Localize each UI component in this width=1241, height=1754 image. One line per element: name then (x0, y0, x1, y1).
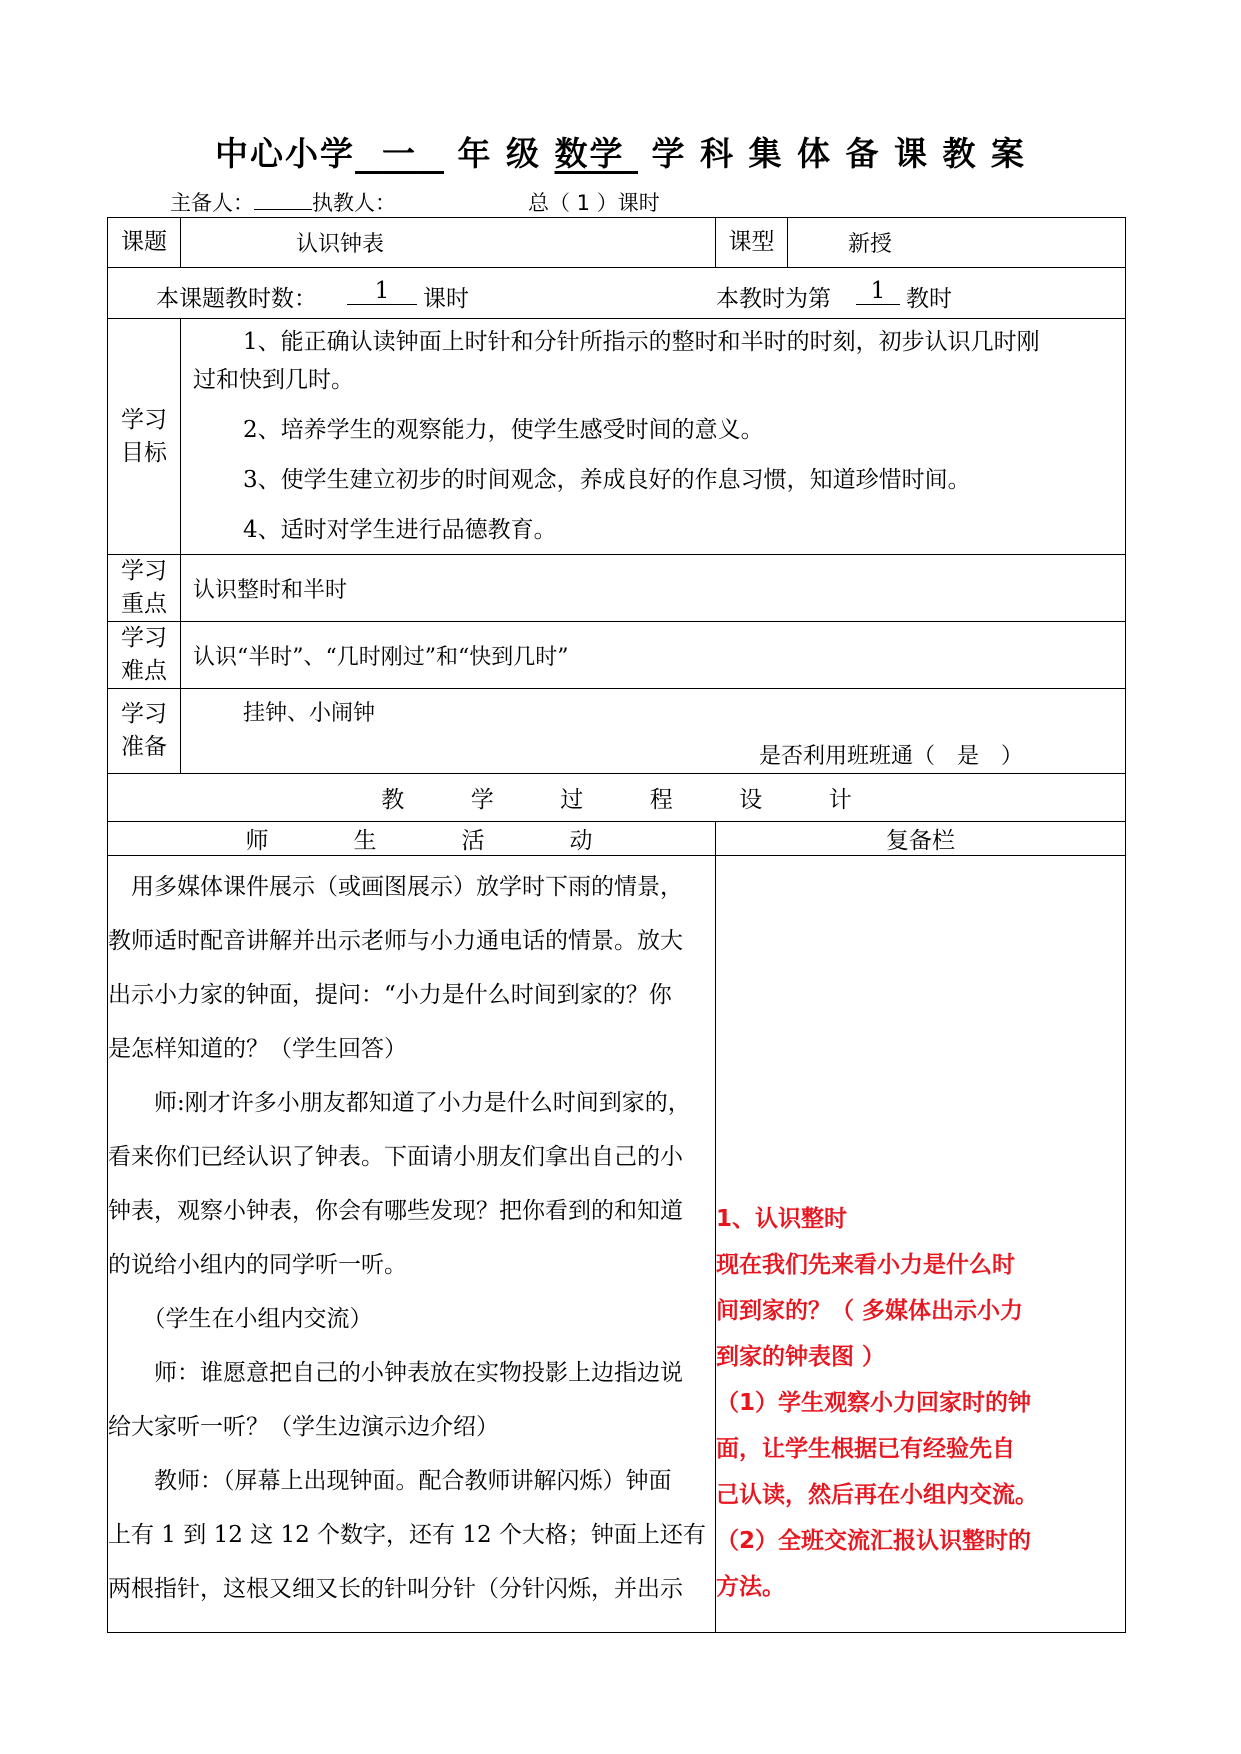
note-line: 1、认识整时 (716, 1206, 848, 1232)
banbantong-text: 是否利用班班通（ 是 ） (759, 744, 1024, 769)
preparer-line (170, 187, 396, 217)
note-line: 到家的钟表图 ） (716, 1344, 886, 1370)
note-line: 间到家的？（ 多媒体出示小力 (716, 1298, 1024, 1324)
goal-item: 2、培养学生的观察能力，使学生感受时间的意义。 (243, 417, 764, 443)
activity-line: 是怎样知道的？（学生回答） (108, 1036, 407, 1062)
hours-value: 1 (347, 278, 417, 305)
design-heading: 教 学 过 程 设 计 (108, 774, 1126, 822)
total-hours: 总（ 1 ）课时 (528, 191, 660, 215)
topic-value: 认识钟表 (181, 218, 716, 268)
lesson-plan-table (107, 217, 1126, 1633)
focus-label: 学习 重点 (108, 555, 181, 622)
activity-line: 教师适时配音讲解并出示老师与小力通电话的情景。放大 (108, 928, 683, 954)
school-name: 中心小学 (215, 134, 356, 173)
goals-list (181, 319, 1126, 555)
goal-item: 1、能正确认读钟面上时针和分针所指示的整时和半时的时刻，初步认识几时刚 (243, 329, 1040, 355)
current-unit: 教时 (906, 286, 952, 312)
difficulty-label: 学习 难点 (108, 622, 181, 689)
activity-column-heading: 师 生 活 动 (108, 822, 716, 856)
note-line: 方法。 (716, 1574, 785, 1600)
activity-line: 钟表，观察小钟表，你会有哪些发现？把你看到的和知道 (108, 1198, 683, 1224)
hours-row (108, 268, 1126, 319)
goal-item: 4、适时对学生进行品德教育。 (243, 517, 557, 543)
prep-label: 学习 准备 (108, 689, 181, 774)
page-title (0, 128, 1241, 175)
prep-cell (181, 689, 1126, 774)
type-value: 新授 (788, 218, 1126, 268)
column-header-row (108, 822, 1126, 856)
grade-value: 一 (382, 134, 418, 173)
goal-item: 3、使学生建立初步的时间观念，养成良好的作息习惯，知道珍惜时间。 (243, 467, 971, 493)
teacher-label: 执教人： (312, 191, 396, 215)
activity-line: （学生在小组内交流） (108, 1306, 373, 1332)
note-line: 现在我们先来看小力是什么时 (716, 1252, 1015, 1278)
notes-text (716, 856, 1126, 1633)
prep-row (108, 689, 1126, 774)
type-label: 课型 (716, 218, 788, 268)
notes-column-heading: 复备栏 (716, 822, 1126, 856)
goals-row (108, 319, 1126, 555)
content-row (108, 856, 1126, 1633)
prep-text: 挂钟、小闹钟 (243, 701, 376, 726)
note-line: （1）学生观察小力回家时的钟 (716, 1390, 1032, 1416)
grade-label: 年 级 (457, 134, 542, 173)
activity-line: 教师：（屏幕上出现钟面。配合教师讲解闪烁）钟面 (108, 1468, 672, 1494)
hours-unit: 课时 (423, 286, 469, 312)
topic-row (108, 218, 1126, 268)
note-line: 己认读，然后再在小组内交流。 (716, 1482, 1038, 1508)
activity-text (108, 856, 716, 1633)
activity-line: 出示小力家的钟面，提问：“小力是什么时间到家的？你 (108, 982, 672, 1008)
difficulty-row (108, 622, 1126, 689)
hours-label: 本课题教时数： (156, 286, 317, 312)
activity-line: 给大家听一听？（学生边演示边介绍） (108, 1414, 499, 1440)
difficulty-text: 认识“半时”、“几时刚过”和“快到几时” (181, 622, 1126, 689)
activity-line: 师:刚才许多小朋友都知道了小力是什么时间到家的， (108, 1090, 691, 1116)
focus-text: 认识整时和半时 (181, 555, 1126, 622)
topic-label: 课题 (108, 218, 181, 268)
activity-line: 师：谁愿意把自己的小钟表放在实物投影上边指边说 (108, 1360, 683, 1386)
note-line: （2）全班交流汇报认识整时的 (716, 1528, 1032, 1554)
design-heading-row (108, 774, 1126, 822)
note-line: 面，让学生根据已有经验先自 (716, 1436, 1015, 1462)
activity-line: 两根指针，这根又细又长的针叫分针（分针闪烁，并出示 (108, 1576, 683, 1602)
goals-label: 学习 目标 (108, 319, 181, 555)
current-label: 本教时为第 (716, 286, 831, 312)
focus-row (108, 555, 1126, 622)
preparer-label: 主备人： (170, 191, 254, 215)
goal-item: 过和快到几时。 (193, 367, 354, 393)
current-value: 1 (856, 278, 900, 305)
activity-line: 的说给小组内的同学听一听。 (108, 1252, 407, 1278)
title-suffix: 学 科 集 体 备 课 教 案 (651, 134, 1026, 173)
activity-line: 看来你们已经认识了钟表。下面请小朋友们拿出自己的小 (108, 1144, 683, 1170)
activity-line: 上有 1 到 12 这 12 个数字，还有 12 个大格；钟面上还有 (108, 1522, 706, 1548)
subject-value: 数学 (554, 134, 625, 173)
preparer-blank (254, 209, 312, 210)
activity-line: 用多媒体课件展示（或画图展示）放学时下雨的情景， (108, 874, 683, 900)
